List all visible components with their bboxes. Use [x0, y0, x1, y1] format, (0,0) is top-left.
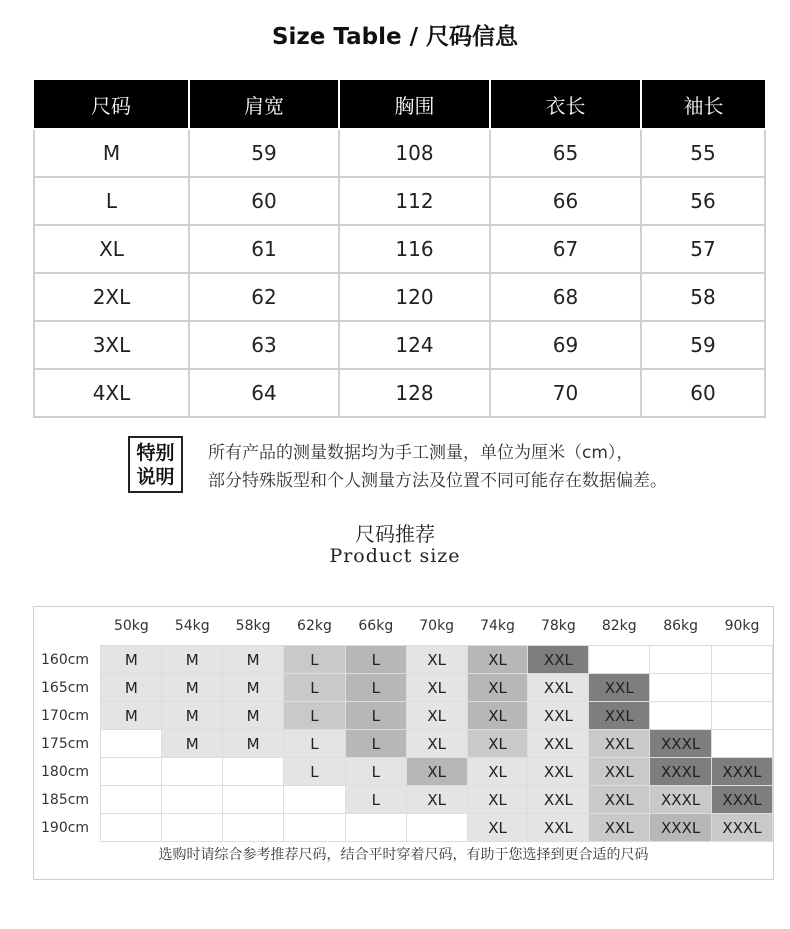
size-recommend-cell: XL — [406, 702, 467, 730]
size-recommend-cell — [712, 674, 773, 702]
size-recommend-cell: XL — [406, 674, 467, 702]
size-label-cell: 4XL — [34, 369, 189, 417]
size-recommend-cell: L — [284, 674, 346, 702]
size-recommend-cell: XL — [467, 730, 528, 758]
height-row — [34, 702, 773, 730]
size-value-cell: 62 — [189, 273, 339, 321]
size-row — [34, 321, 765, 369]
size-value-cell: 55 — [641, 129, 765, 177]
size-recommend-cell: M — [223, 674, 284, 702]
size-recommend-cell: XXXL — [712, 814, 773, 842]
size-recommend-cell: XXL — [528, 702, 589, 730]
size-label-cell: 2XL — [34, 273, 189, 321]
size-value-cell: 112 — [339, 177, 490, 225]
height-label-cell: 185cm — [41, 791, 90, 808]
size-recommend-cell — [101, 814, 162, 842]
size-recommend-cell — [162, 786, 223, 814]
size-value-cell: 58 — [641, 273, 765, 321]
height-label-cell: 165cm — [41, 679, 90, 696]
size-recommend-cell — [284, 786, 346, 814]
size-value-cell: 57 — [641, 225, 765, 273]
corner-cell — [34, 607, 101, 646]
size-value-cell: 124 — [339, 321, 490, 369]
size-recommend-cell: L — [284, 702, 346, 730]
recommend-title: 尺码推荐 — [355, 522, 435, 546]
size-row — [34, 273, 765, 321]
size-recommend-cell — [650, 674, 712, 702]
size-recommend-cell: M — [223, 702, 284, 730]
size-header-cell: 肩宽 — [189, 80, 339, 129]
weight-header-cell: 58kg — [235, 618, 271, 634]
recommend-subtitle: Product size — [329, 545, 461, 567]
page-title: Size Table / 尺码信息 — [271, 24, 519, 50]
recommend-footer: 选购时请综合参考推荐尺码，结合平时穿着尺码，有助于您选择到更合适的尺码 — [158, 847, 649, 863]
weight-header-cell: 54kg — [174, 618, 210, 634]
size-value-cell: 59 — [189, 129, 339, 177]
height-row — [34, 814, 773, 842]
size-value-cell: 120 — [339, 273, 490, 321]
size-label-cell: M — [34, 129, 189, 177]
height-row — [34, 730, 773, 758]
size-value-cell: 108 — [339, 129, 490, 177]
size-recommend-cell — [650, 702, 712, 730]
size-recommend-cell: XXL — [528, 814, 589, 842]
size-recommend-cell: M — [223, 730, 284, 758]
size-value-cell: 60 — [641, 369, 765, 417]
weight-header-cell: 78kg — [540, 618, 576, 634]
size-value-cell: 60 — [189, 177, 339, 225]
size-recommend-cell: L — [345, 730, 406, 758]
size-recommend-cell — [284, 814, 346, 842]
size-recommend-cell: XXL — [528, 646, 589, 674]
size-recommend-cell: XXXL — [650, 758, 712, 786]
size-recommend-cell: XXL — [589, 786, 650, 814]
size-label-cell: 3XL — [34, 321, 189, 369]
size-recommend-cell: L — [345, 702, 406, 730]
weight-header-cell: 70kg — [419, 618, 455, 634]
size-header-cell: 尺码 — [34, 80, 189, 129]
size-recommend-cell: XXXL — [650, 786, 712, 814]
size-recommend-cell: XXXL — [712, 758, 773, 786]
size-recommend-cell: XL — [406, 758, 467, 786]
weight-header-cell: 66kg — [358, 618, 394, 634]
weight-header-row — [34, 607, 773, 646]
weight-header-cell: 86kg — [663, 618, 699, 634]
size-recommend-cell: M — [162, 674, 223, 702]
height-label-cell: 190cm — [41, 819, 90, 836]
size-recommend-cell — [162, 814, 223, 842]
size-recommend-cell: XXL — [589, 814, 650, 842]
size-recommend-cell: XL — [467, 674, 528, 702]
size-recommend-cell: M — [162, 702, 223, 730]
size-recommend-cell — [101, 730, 162, 758]
size-recommend-cell: XXL — [589, 674, 650, 702]
size-recommend-cell: M — [162, 646, 223, 674]
size-recommend-cell: XL — [467, 758, 528, 786]
recommend-grid — [33, 606, 774, 880]
size-row — [34, 177, 765, 225]
height-row — [34, 674, 773, 702]
height-label-cell: 175cm — [41, 735, 90, 752]
size-recommend-cell: XXXL — [712, 786, 773, 814]
size-header-cell: 胸围 — [339, 80, 490, 129]
size-row — [34, 225, 765, 273]
size-value-cell: 69 — [490, 321, 641, 369]
size-recommend-cell: XXL — [528, 730, 589, 758]
size-value-cell: 116 — [339, 225, 490, 273]
size-recommend-cell: XL — [467, 786, 528, 814]
size-value-cell: 68 — [490, 273, 641, 321]
size-header-cell: 衣长 — [490, 80, 641, 129]
size-label-cell: XL — [34, 225, 189, 273]
size-recommend-cell: L — [345, 674, 406, 702]
size-recommend-cell — [345, 814, 406, 842]
size-recommend-cell: XL — [467, 702, 528, 730]
size-recommend-cell: XXXL — [650, 730, 712, 758]
size-value-cell: 128 — [339, 369, 490, 417]
size-header-cell: 袖长 — [641, 80, 765, 129]
size-recommend-cell: XXL — [589, 758, 650, 786]
size-recommend-cell — [712, 730, 773, 758]
note-badge — [128, 436, 183, 493]
size-row — [34, 129, 765, 177]
size-recommend-cell — [712, 702, 773, 730]
size-recommend-cell — [589, 646, 650, 674]
size-recommend-cell: M — [101, 674, 162, 702]
size-recommend-cell: XXL — [528, 674, 589, 702]
note-badge-line2: 说明 — [136, 466, 175, 488]
size-value-cell: 66 — [490, 177, 641, 225]
size-recommend-cell — [223, 758, 284, 786]
size-value-cell: 64 — [189, 369, 339, 417]
size-value-cell: 63 — [189, 321, 339, 369]
size-value-cell: 59 — [641, 321, 765, 369]
size-recommend-cell: M — [101, 702, 162, 730]
size-table — [33, 80, 766, 418]
size-recommend-cell — [101, 786, 162, 814]
size-recommend-cell: XXL — [589, 730, 650, 758]
size-recommend-cell: XL — [406, 730, 467, 758]
size-recommend-cell — [101, 758, 162, 786]
size-row — [34, 369, 765, 417]
size-recommend-cell: M — [223, 646, 284, 674]
size-recommend-cell — [223, 786, 284, 814]
height-label-cell: 180cm — [41, 763, 90, 780]
recommend-table — [34, 607, 773, 842]
size-label-cell: L — [34, 177, 189, 225]
note-text — [208, 439, 768, 495]
size-recommend-cell: XL — [406, 786, 467, 814]
note-line1: 所有产品的测量数据均为手工测量，单位为厘米（cm）， — [208, 443, 634, 463]
size-value-cell: 56 — [641, 177, 765, 225]
size-recommend-cell — [223, 814, 284, 842]
note-badge-line1: 特别 — [136, 442, 175, 464]
size-recommend-cell: L — [345, 646, 406, 674]
height-row — [34, 646, 773, 674]
weight-header-cell: 50kg — [113, 618, 149, 634]
height-label-cell: 170cm — [41, 707, 90, 724]
size-value-cell: 65 — [490, 129, 641, 177]
size-recommend-cell: XXL — [589, 702, 650, 730]
size-recommend-cell: XL — [467, 646, 528, 674]
size-recommend-cell: XXXL — [650, 814, 712, 842]
height-row — [34, 758, 773, 786]
weight-header-cell: 74kg — [480, 618, 515, 634]
size-recommend-cell — [712, 646, 773, 674]
note-line2: 部分特殊版型和个人测量方法及位置不同可能存在数据偏差。 — [208, 471, 667, 491]
size-recommend-cell: L — [284, 646, 346, 674]
size-recommend-cell: XL — [467, 814, 528, 842]
size-recommend-cell: XXL — [528, 758, 589, 786]
size-recommend-cell: L — [284, 730, 346, 758]
size-recommend-cell — [406, 814, 467, 842]
weight-header-cell: 62kg — [297, 618, 332, 634]
height-row — [34, 786, 773, 814]
size-recommend-cell: L — [345, 786, 406, 814]
size-recommend-cell: XXL — [528, 786, 589, 814]
size-recommend-cell — [162, 758, 223, 786]
size-recommend-cell: XL — [406, 646, 467, 674]
size-value-cell: 67 — [490, 225, 641, 273]
height-label-cell: 160cm — [41, 651, 90, 668]
weight-header-cell: 82kg — [601, 618, 637, 634]
size-recommend-cell — [650, 646, 712, 674]
weight-header-cell: 90kg — [724, 618, 760, 634]
size-recommend-cell: L — [345, 758, 406, 786]
size-recommend-cell: M — [162, 730, 223, 758]
size-recommend-cell: L — [284, 758, 346, 786]
size-value-cell: 70 — [490, 369, 641, 417]
size-recommend-cell: M — [101, 646, 162, 674]
size-value-cell: 61 — [189, 225, 339, 273]
